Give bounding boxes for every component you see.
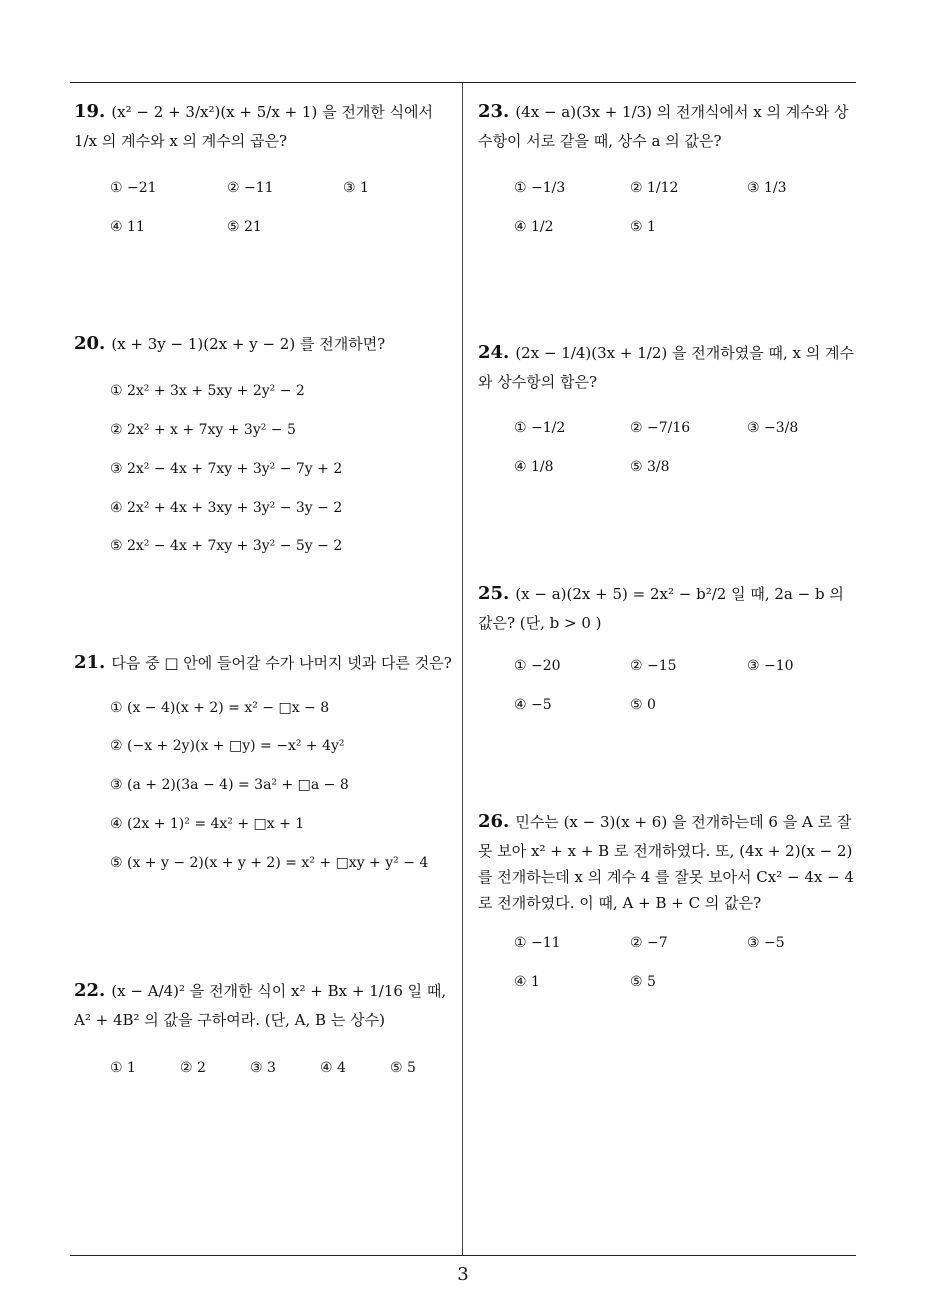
option-5[interactable]: ⑤ 0	[630, 697, 656, 713]
option-5[interactable]: ⑤ (x + y − 2)(x + y + 2) = x² + □xy + y² − 4	[110, 855, 429, 871]
option-4[interactable]: ④ 11	[110, 219, 145, 235]
option-2[interactable]: ② −7	[630, 935, 668, 951]
option-2[interactable]: ② −11	[227, 180, 274, 196]
option-2[interactable]: ② 2	[180, 1060, 206, 1076]
option-4[interactable]: ④ 1/2	[514, 219, 554, 235]
page-number: 3	[457, 1264, 469, 1285]
option-1[interactable]: ① 1	[110, 1060, 136, 1076]
question-26	[478, 806, 860, 916]
question-stem: (x² − 2 + 3/x²)(x + 5/x + 1) 을 전개한 식에서 1/x 의 계수와 x 의 계수의 곱은?	[74, 103, 434, 150]
question-stem: (x − A/4)² 을 전개한 식이 x² + Bx + 1/16 일 때, A² + 4B² 의 값을 구하여라. (단, A, B 는 상수)	[74, 982, 447, 1029]
option-4[interactable]: ④ (2x + 1)² = 4x² + □x + 1	[110, 816, 305, 832]
question-number: 26.	[478, 811, 510, 832]
question-19	[74, 96, 458, 154]
option-2[interactable]: ② −7/16	[630, 420, 691, 436]
option-1[interactable]: ① −20	[514, 658, 561, 674]
option-2[interactable]: ② 2x² + x + 7xy + 3y² − 5	[110, 422, 296, 438]
option-1[interactable]: ① −11	[514, 935, 561, 951]
option-3[interactable]: ③ 2x² − 4x + 7xy + 3y² − 7y + 2	[110, 461, 343, 477]
option-3[interactable]: ③ 1	[343, 180, 369, 196]
option-4[interactable]: ④ 1	[514, 974, 540, 990]
column-divider	[462, 83, 463, 1256]
question-20	[74, 328, 458, 360]
option-4[interactable]: ④ 4	[320, 1060, 346, 1076]
question-number: 25.	[478, 583, 510, 604]
option-2[interactable]: ② −15	[630, 658, 677, 674]
question-number: 22.	[74, 980, 106, 1001]
option-1[interactable]: ① −21	[110, 180, 157, 196]
option-5[interactable]: ⑤ 2x² − 4x + 7xy + 3y² − 5y − 2	[110, 538, 343, 554]
option-3[interactable]: ③ −3/8	[747, 420, 799, 436]
option-5[interactable]: ⑤ 3/8	[630, 459, 670, 475]
option-3[interactable]: ③ −10	[747, 658, 794, 674]
question-22	[74, 975, 458, 1033]
option-4[interactable]: ④ 2x² + 4x + 3xy + 3y² − 3y − 2	[110, 500, 343, 516]
option-1[interactable]: ① (x − 4)(x + 2) = x² − □x − 8	[110, 700, 330, 716]
question-stem: (x − a)(2x + 5) = 2x² − b²/2 일 때, 2a − b 의 값은? (단, b > 0 )	[478, 585, 844, 632]
question-24	[478, 337, 860, 395]
top-rule	[70, 82, 856, 83]
question-25	[478, 578, 860, 636]
option-1[interactable]: ① −1/2	[514, 420, 566, 436]
question-number: 24.	[478, 342, 510, 363]
option-3[interactable]: ③ 3	[250, 1060, 276, 1076]
question-number: 20.	[74, 333, 106, 354]
option-5[interactable]: ⑤ 21	[227, 219, 262, 235]
option-4[interactable]: ④ −5	[514, 697, 552, 713]
option-5[interactable]: ⑤ 1	[630, 219, 656, 235]
option-3[interactable]: ③ (a + 2)(3a − 4) = 3a² + □a − 8	[110, 777, 349, 793]
option-2[interactable]: ② (−x + 2y)(x + □y) = −x² + 4y²	[110, 738, 345, 754]
question-stem: 다음 중 □ 안에 들어갈 수가 나머지 넷과 다른 것은?	[111, 654, 452, 672]
question-stem: (4x − a)(3x + 1/3) 의 전개식에서 x 의 계수와 상수항이 서로 같을 때, 상수 a 의 값은?	[478, 103, 849, 150]
question-number: 23.	[478, 101, 510, 122]
option-3[interactable]: ③ −5	[747, 935, 785, 951]
option-1[interactable]: ① −1/3	[514, 180, 566, 196]
bottom-rule	[70, 1255, 856, 1256]
question-stem: (x + 3y − 1)(2x + y − 2) 를 전개하면?	[111, 335, 386, 353]
question-number: 21.	[74, 652, 106, 673]
question-number: 19.	[74, 101, 106, 122]
question-21	[74, 647, 458, 679]
option-5[interactable]: ⑤ 5	[390, 1060, 416, 1076]
question-stem: (2x − 1/4)(3x + 1/2) 을 전개하였을 때, x 의 계수와 상수항의 합은?	[478, 344, 854, 391]
question-23	[478, 96, 860, 154]
option-4[interactable]: ④ 1/8	[514, 459, 554, 475]
question-stem: 민수는 (x − 3)(x + 6) 을 전개하는데 6 을 A 로 잘못 보아 x² + x + B 로 전개하였다. 또, (4x + 2)(x − 2) 를 전개하는데 x 의 계수 4 를 잘못 보아서 Cx² − 4x − 4 로 전개하였다. 이 때, A + B + C 의 값은?	[478, 813, 854, 912]
option-1[interactable]: ① 2x² + 3x + 5xy + 2y² − 2	[110, 383, 305, 399]
option-5[interactable]: ⑤ 5	[630, 974, 656, 990]
option-2[interactable]: ② 1/12	[630, 180, 679, 196]
option-3[interactable]: ③ 1/3	[747, 180, 787, 196]
